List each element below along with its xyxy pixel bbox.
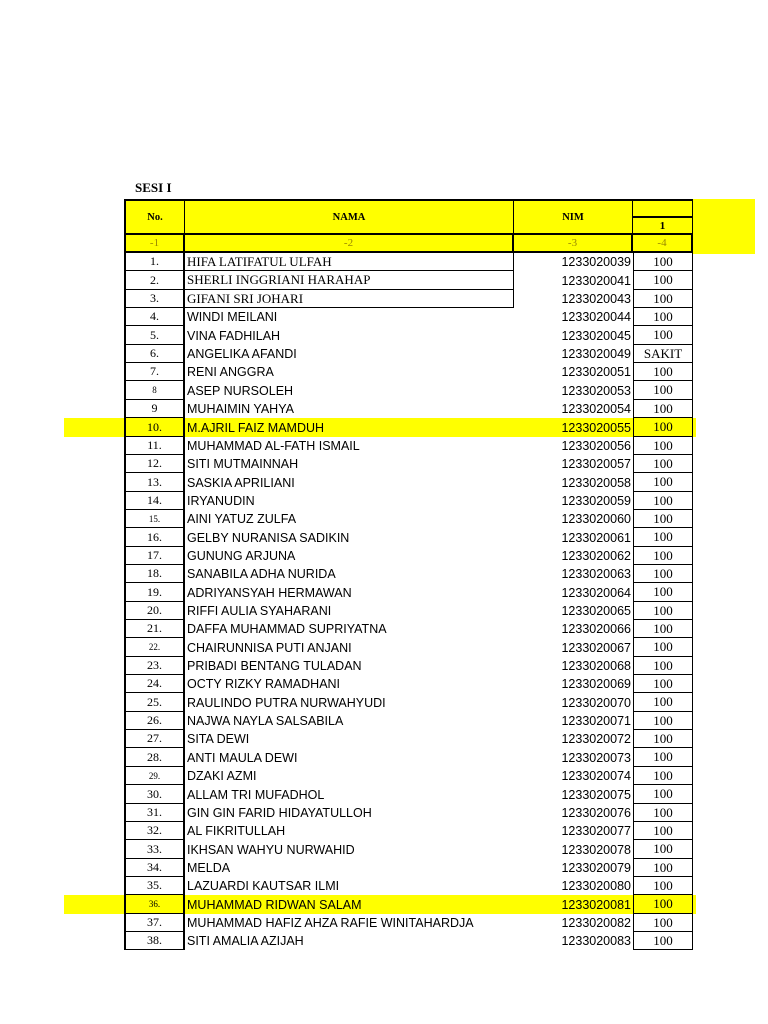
row-nim[interactable]: 1233020072 bbox=[561, 732, 631, 746]
row-nama[interactable]: GIFANI SRI JOHARI bbox=[185, 290, 514, 308]
index-nim[interactable]: -3 bbox=[514, 235, 633, 253]
row-nama[interactable]: MELDA bbox=[187, 861, 231, 875]
row-no[interactable]: 19. bbox=[124, 583, 185, 602]
row-nim[interactable]: 1233020071 bbox=[561, 714, 631, 728]
row-nim[interactable]: 1233020075 bbox=[561, 787, 631, 802]
row-nim[interactable]: 1233020077 bbox=[561, 824, 631, 838]
row-score[interactable]: 100 bbox=[633, 455, 693, 473]
row-no[interactable]: 30. bbox=[124, 785, 185, 804]
row-nim[interactable]: 1233020062 bbox=[561, 549, 631, 563]
row-nama[interactable]: GIN GIN FARID HIDAYATULLOH bbox=[187, 806, 372, 820]
row-nama[interactable]: HIFA LATIFATUL ULFAH bbox=[185, 253, 514, 271]
sheet-title: SESI I bbox=[135, 180, 172, 195]
index-score[interactable]: -4 bbox=[633, 235, 693, 253]
row-nama[interactable]: AL FIKRITULLAH bbox=[187, 824, 286, 838]
row-nama[interactable]: DAFFA MUHAMMAD SUPRIYATNA bbox=[187, 622, 387, 636]
row-score[interactable]: 100 bbox=[633, 418, 693, 437]
row-nim[interactable]: 1233020044 bbox=[561, 310, 631, 324]
row-nim[interactable]: 1233020043 bbox=[561, 292, 631, 306]
row-score[interactable]: 100 bbox=[633, 657, 693, 675]
row-score[interactable]: 100 bbox=[633, 804, 693, 822]
row-score[interactable]: 100 bbox=[633, 895, 693, 914]
row-nim[interactable]: 1233020056 bbox=[561, 439, 631, 453]
row-nama[interactable]: SANABILA ADHA NURIDA bbox=[187, 567, 336, 581]
row-nama[interactable]: ALLAM TRI MUFADHOL bbox=[187, 787, 325, 802]
row-nim[interactable]: 1233020058 bbox=[561, 475, 631, 490]
row-nim[interactable]: 1233020064 bbox=[561, 585, 631, 600]
row-nama[interactable]: RIFFI AULIA SYAHARANI bbox=[187, 604, 332, 618]
row-nama[interactable]: OCTY RIZKY RAMADHANI bbox=[187, 677, 341, 691]
row-nim[interactable]: 1233020057 bbox=[561, 457, 631, 471]
header-no[interactable]: No. bbox=[124, 199, 185, 235]
row-nama[interactable]: GUNUNG ARJUNA bbox=[187, 549, 296, 563]
row-nama[interactable]: IKHSAN WAHYU NURWAHID bbox=[187, 842, 355, 857]
row-no[interactable]: 4. bbox=[124, 308, 185, 326]
row-no[interactable]: 38. bbox=[124, 932, 185, 950]
row-no[interactable]: 12. bbox=[124, 455, 185, 473]
row-nama[interactable]: ANTI MAULA DEWI bbox=[187, 750, 298, 765]
row-score[interactable]: 100 bbox=[633, 510, 693, 528]
row-score[interactable]: SAKIT bbox=[633, 345, 693, 363]
row-no[interactable]: 21. bbox=[124, 620, 185, 638]
row-no[interactable]: 17. bbox=[124, 547, 185, 565]
row-no[interactable]: 5. bbox=[124, 326, 185, 345]
row-no[interactable]: 10. bbox=[124, 418, 185, 437]
row-nama[interactable]: ASEP NURSOLEH bbox=[187, 383, 294, 398]
row-no[interactable]: 28. bbox=[124, 748, 185, 767]
row-nim[interactable]: 1233020059 bbox=[561, 494, 631, 508]
row-score[interactable]: 100 bbox=[633, 547, 693, 565]
row-score[interactable]: 100 bbox=[633, 437, 693, 455]
row-score[interactable]: 100 bbox=[633, 730, 693, 748]
row-score[interactable]: 100 bbox=[633, 473, 693, 492]
row-nama[interactable]: GELBY NURANISA SADIKIN bbox=[187, 530, 350, 545]
row-score[interactable]: 100 bbox=[633, 308, 693, 326]
row-nama[interactable]: MUHAMMAD AL-FATH ISMAIL bbox=[187, 439, 360, 453]
row-nim[interactable]: 1233020039 bbox=[561, 255, 631, 269]
header-nama[interactable]: NAMA bbox=[185, 199, 514, 235]
row-nim[interactable]: 1233020073 bbox=[561, 750, 631, 765]
row-no[interactable]: 15. bbox=[124, 510, 185, 528]
row-no[interactable]: 16. bbox=[124, 528, 185, 547]
row-nim[interactable]: 1233020079 bbox=[561, 861, 631, 875]
row-score[interactable]: 100 bbox=[633, 602, 693, 620]
row-score[interactable]: 100 bbox=[633, 859, 693, 877]
row-score[interactable]: 100 bbox=[633, 528, 693, 547]
row-nim[interactable]: 1233020082 bbox=[561, 916, 631, 930]
row-score[interactable]: 100 bbox=[633, 822, 693, 840]
row-score[interactable]: 100 bbox=[633, 271, 693, 290]
row-score[interactable]: 100 bbox=[633, 767, 693, 785]
index-nama[interactable]: -2 bbox=[185, 235, 514, 253]
row-score[interactable]: 100 bbox=[633, 326, 693, 345]
row-nama[interactable]: RAULINDO PUTRA NURWAHYUDI bbox=[187, 695, 386, 710]
row-no[interactable]: 33. bbox=[124, 840, 185, 859]
row-no[interactable]: 23. bbox=[124, 657, 185, 675]
row-nama[interactable]: SITI MUTMAINNAH bbox=[187, 457, 299, 471]
row-score[interactable]: 100 bbox=[633, 748, 693, 767]
row-no[interactable]: 20. bbox=[124, 602, 185, 620]
row-nama[interactable]: DZAKI AZMI bbox=[187, 769, 257, 783]
row-no[interactable]: 37. bbox=[124, 914, 185, 932]
row-score[interactable]: 100 bbox=[633, 914, 693, 932]
row-score[interactable]: 100 bbox=[633, 840, 693, 859]
row-no[interactable]: 2. bbox=[124, 271, 185, 290]
row-nama[interactable]: SHERLI INGGRIANI HARAHAP bbox=[185, 271, 514, 290]
row-no[interactable]: 27. bbox=[124, 730, 185, 748]
row-nim[interactable]: 1233020063 bbox=[561, 567, 631, 581]
row-no[interactable]: 18. bbox=[124, 565, 185, 583]
row-no[interactable]: 32. bbox=[124, 822, 185, 840]
row-nama[interactable]: LAZUARDI KAUTSAR ILMI bbox=[187, 879, 340, 893]
row-nim[interactable]: 1233020070 bbox=[561, 695, 631, 710]
row-nim[interactable]: 1233020074 bbox=[561, 769, 631, 783]
row-score[interactable]: 100 bbox=[633, 932, 693, 950]
row-score[interactable]: 100 bbox=[633, 620, 693, 638]
row-score[interactable]: 100 bbox=[633, 290, 693, 308]
row-nim[interactable]: 1233020060 bbox=[561, 512, 631, 526]
row-nama[interactable]: MUHAMMAD RIDWAN SALAM bbox=[187, 897, 362, 912]
row-nim[interactable]: 1233020080 bbox=[561, 879, 631, 893]
row-nim[interactable]: 1233020049 bbox=[561, 347, 631, 361]
row-no[interactable]: 9 bbox=[124, 400, 185, 418]
row-score[interactable]: 100 bbox=[633, 363, 693, 381]
row-nama[interactable]: ANGELIKA AFANDI bbox=[187, 347, 297, 361]
row-nama[interactable]: WINDI MEILANI bbox=[187, 310, 278, 324]
row-no[interactable]: 36. bbox=[124, 895, 185, 914]
row-nama[interactable]: IRYANUDIN bbox=[187, 494, 255, 508]
row-no[interactable]: 31. bbox=[124, 804, 185, 822]
row-score[interactable]: 100 bbox=[633, 583, 693, 602]
row-score[interactable]: 100 bbox=[633, 785, 693, 804]
row-no[interactable]: 22. bbox=[124, 638, 185, 657]
row-nim[interactable]: 1233020076 bbox=[561, 806, 631, 820]
row-nim[interactable]: 1233020069 bbox=[561, 677, 631, 691]
row-nim[interactable]: 1233020051 bbox=[561, 365, 631, 379]
row-nim[interactable]: 1233020055 bbox=[561, 420, 631, 435]
row-score[interactable]: 100 bbox=[633, 712, 693, 730]
row-nama[interactable]: NAJWA NAYLA SALSABILA bbox=[187, 714, 344, 728]
header-score-1[interactable]: 1 bbox=[633, 216, 693, 235]
row-nama[interactable]: MUHAIMIN YAHYA bbox=[187, 402, 294, 416]
row-nim[interactable]: 1233020054 bbox=[561, 402, 631, 416]
row-nama[interactable]: SITI AMALIA AZIJAH bbox=[187, 934, 304, 948]
row-no[interactable]: 11. bbox=[124, 437, 185, 455]
header-nim[interactable]: NIM bbox=[514, 199, 633, 235]
row-nim[interactable]: 1233020081 bbox=[561, 897, 631, 912]
row-nim[interactable]: 1233020045 bbox=[561, 328, 631, 343]
row-no[interactable]: 6. bbox=[124, 345, 185, 363]
row-nim[interactable]: 1233020053 bbox=[561, 383, 631, 398]
row-score[interactable]: 100 bbox=[633, 400, 693, 418]
row-no[interactable]: 29. bbox=[124, 767, 185, 785]
row-nama[interactable]: VINA FADHILAH bbox=[187, 328, 281, 343]
row-nim[interactable]: 1233020041 bbox=[561, 273, 631, 288]
header-highlight bbox=[693, 199, 755, 254]
row-nim[interactable]: 1233020068 bbox=[561, 659, 631, 673]
row-no[interactable]: 35. bbox=[124, 877, 185, 895]
row-no[interactable]: 34. bbox=[124, 859, 185, 877]
row-nim[interactable]: 1233020066 bbox=[561, 622, 631, 636]
row-no[interactable]: 14. bbox=[124, 492, 185, 510]
row-nama[interactable]: RENI ANGGRA bbox=[187, 365, 274, 379]
row-score[interactable]: 100 bbox=[633, 877, 693, 895]
row-nama[interactable]: MUHAMMAD HAFIZ AHZA RAFIE WINITAHARDJA bbox=[187, 916, 474, 930]
row-no[interactable]: 13. bbox=[124, 473, 185, 492]
row-nama[interactable]: M.AJRIL FAIZ MAMDUH bbox=[187, 420, 325, 435]
row-no[interactable]: 8 bbox=[124, 381, 185, 400]
row-nama[interactable]: CHAIRUNNISA PUTI ANJANI bbox=[187, 640, 352, 655]
row-nama[interactable]: PRIBADI BENTANG TULADAN bbox=[187, 659, 362, 673]
row-nim[interactable]: 1233020061 bbox=[561, 530, 631, 545]
row-score[interactable]: 100 bbox=[633, 381, 693, 400]
row-nama[interactable]: SASKIA APRILIANI bbox=[187, 475, 295, 490]
row-score[interactable]: 100 bbox=[633, 638, 693, 657]
row-nama[interactable]: ADRIYANSYAH HERMAWAN bbox=[187, 585, 352, 600]
header-score-group[interactable] bbox=[633, 199, 693, 217]
row-nama[interactable]: AINI YATUZ ZULFA bbox=[187, 512, 297, 526]
row-score[interactable]: 100 bbox=[633, 492, 693, 510]
row-no[interactable]: 25. bbox=[124, 693, 185, 712]
row-score[interactable]: 100 bbox=[633, 253, 693, 271]
row-nim[interactable]: 1233020083 bbox=[561, 934, 631, 948]
row-nama[interactable]: SITA DEWI bbox=[187, 732, 250, 746]
row-nim[interactable]: 1233020078 bbox=[561, 842, 631, 857]
row-no[interactable]: 26. bbox=[124, 712, 185, 730]
row-no[interactable]: 3. bbox=[124, 290, 185, 308]
row-no[interactable]: 7. bbox=[124, 363, 185, 381]
row-no[interactable]: 24. bbox=[124, 675, 185, 693]
index-no[interactable]: -1 bbox=[124, 235, 185, 253]
row-score[interactable]: 100 bbox=[633, 693, 693, 712]
row-nim[interactable]: 1233020067 bbox=[561, 640, 631, 655]
row-no[interactable]: 1. bbox=[124, 253, 185, 271]
row-score[interactable]: 100 bbox=[633, 675, 693, 693]
row-nim[interactable]: 1233020065 bbox=[561, 604, 631, 618]
row-score[interactable]: 100 bbox=[633, 565, 693, 583]
